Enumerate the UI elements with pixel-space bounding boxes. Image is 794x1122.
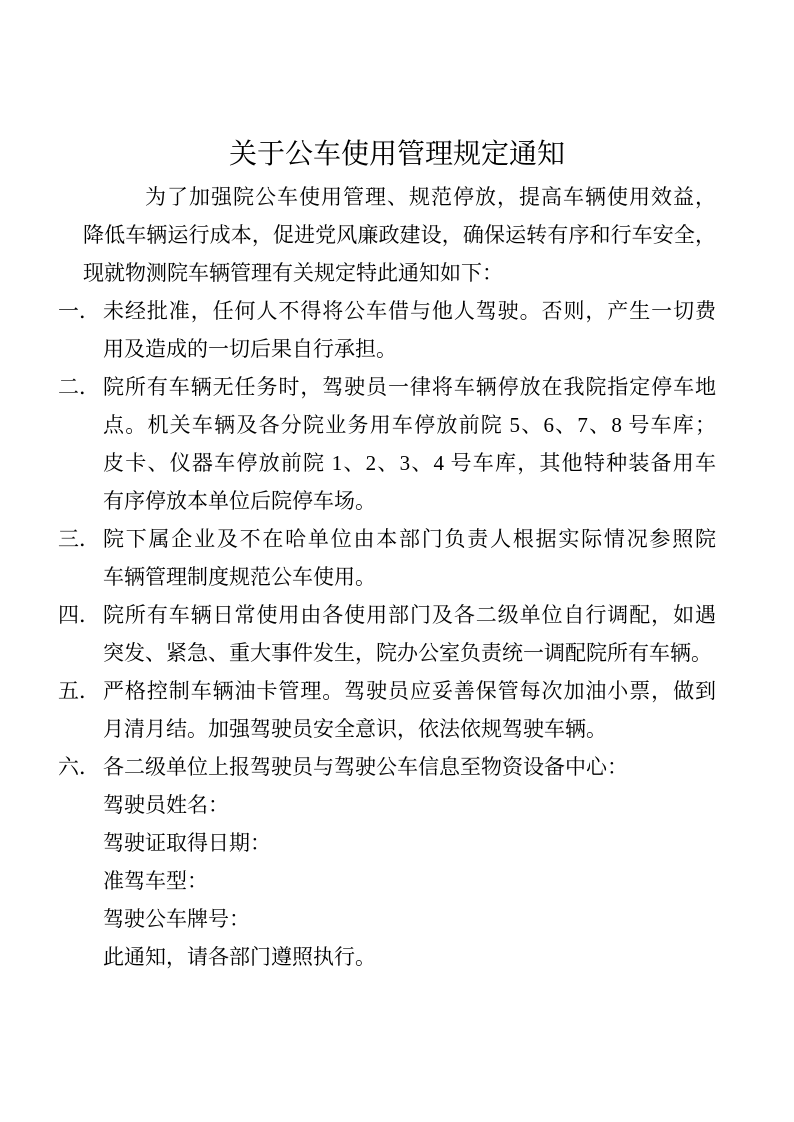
form-line: 驾驶员姓名： — [103, 793, 229, 817]
list-item-text — [103, 292, 716, 368]
form-line: 此通知，请各部门遵照执行。 — [103, 945, 376, 969]
list-item-line: 车辆管理制度规范公车使用。 — [103, 565, 376, 589]
intro-line: 现就物测院车辆管理有关规定特此通知如下： — [83, 261, 503, 285]
list-item — [58, 520, 716, 596]
list-item-number: 四． — [58, 603, 100, 627]
list-item — [58, 672, 716, 748]
page-title: 关于公车使用管理规定通知 — [228, 139, 565, 170]
list-item — [58, 292, 716, 368]
list-item — [58, 748, 716, 786]
list-item-text — [103, 748, 716, 786]
intro-line: 为了加强院公车使用管理、规范停放，提高车辆使用效益， — [145, 185, 716, 209]
list-item-text — [103, 368, 716, 520]
list-item-line: 严格控制车辆油卡管理。驾驶员应妥善保管每次加油小票，做到 — [103, 679, 716, 703]
list-item-number: 三． — [58, 527, 100, 551]
list-item-line: 院所有车辆无任务时，驾驶员一律将车辆停放在我院指定停车地 — [103, 375, 716, 399]
list-item-line: 院下属企业及不在哈单位由本部门负责人根据实际情况参照院 — [103, 527, 716, 551]
list-item-line: 点。机关车辆及各分院业务用车停放前院 5、6、7、8 号车库； — [103, 413, 716, 437]
list-item-number: 五． — [58, 679, 100, 703]
list-item-number: 一． — [58, 299, 100, 323]
list-item-line: 有序停放本单位后院停车场。 — [103, 489, 376, 513]
form-line: 准驾车型： — [103, 869, 208, 893]
list-item-line: 用及造成的一切后果自行承担。 — [103, 337, 397, 361]
list-item — [58, 368, 716, 520]
list-item-text — [103, 672, 716, 748]
form-line: 驾驶公车牌号： — [103, 907, 250, 931]
list-item-line: 未经批准，任何人不得将公车借与他人驾驶。否则，产生一切费 — [103, 299, 716, 323]
list-item-number: 六． — [58, 755, 100, 779]
form-section — [103, 786, 716, 976]
intro-paragraph — [83, 178, 716, 292]
list-item-text — [103, 596, 716, 672]
list-item-line: 各二级单位上报驾驶员与驾驶公车信息至物资设备中心： — [103, 755, 628, 779]
intro-line: 降低车辆运行成本，促进党风廉政建设，确保运转有序和行车安全， — [83, 223, 716, 247]
list-item-line: 突发、紧急、重大事件发生，院办公室负责统一调配院所有车辆。 — [103, 641, 712, 665]
numbered-list — [58, 292, 716, 786]
list-item — [58, 596, 716, 672]
list-item-line: 皮卡、仪器车停放前院 1、2、3、4 号车库，其他特种装备用车 — [103, 451, 716, 475]
list-item-number: 二． — [58, 375, 100, 399]
form-line: 驾驶证取得日期： — [103, 831, 271, 855]
list-item-text — [103, 520, 716, 596]
list-item-line: 院所有车辆日常使用由各使用部门及各二级单位自行调配，如遇 — [103, 603, 716, 627]
document-body — [58, 178, 716, 976]
list-item-line: 月清月结。加强驾驶员安全意识，依法依规驾驶车辆。 — [103, 717, 607, 741]
